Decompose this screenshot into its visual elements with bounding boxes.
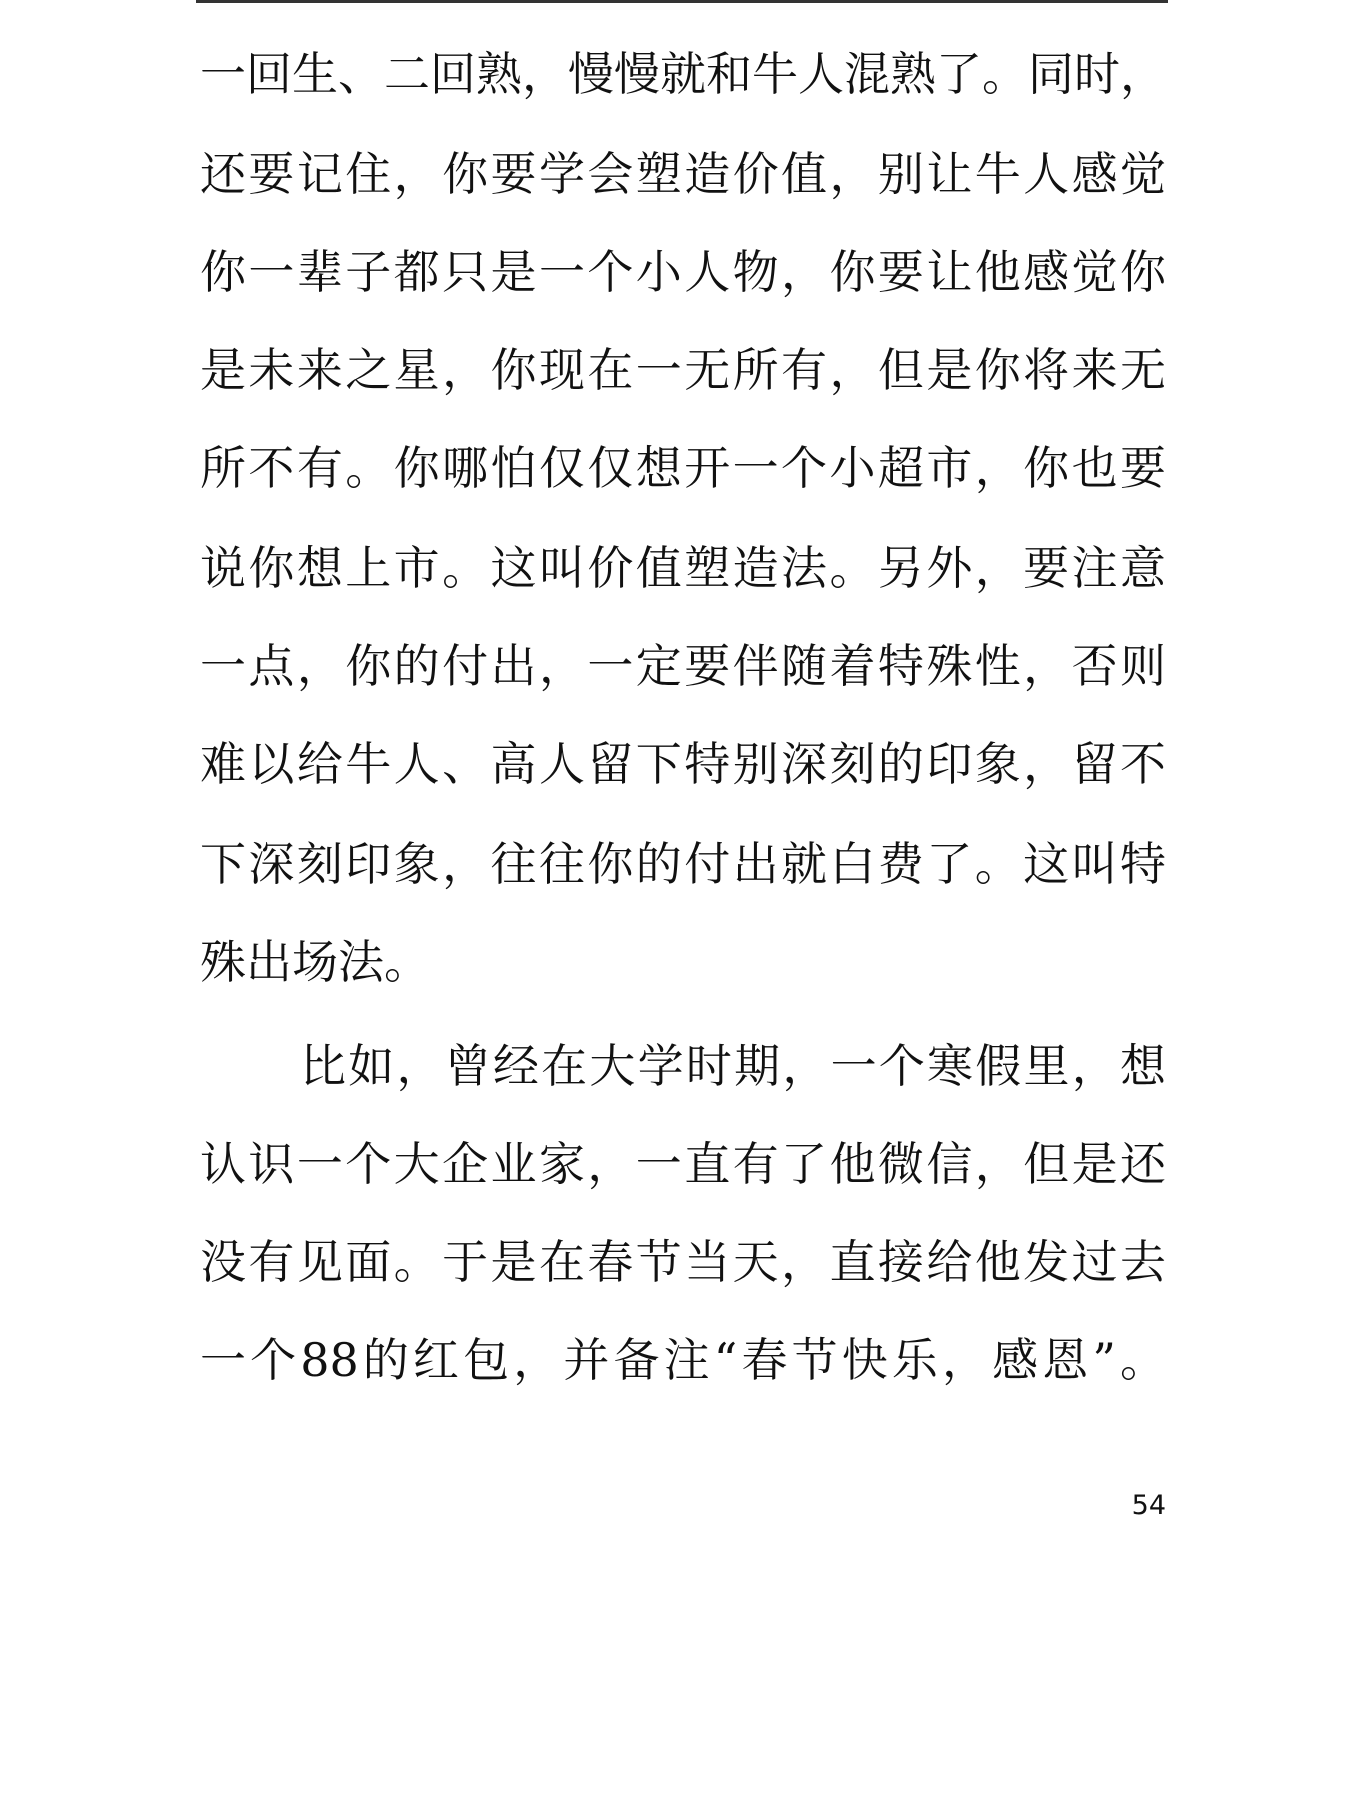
text-line-8: 难以给牛人、高人留下特别深刻的印象，留不 (200, 737, 1166, 791)
text-line-13: 没有见面。于是在春节当天，直接给他发过去 (200, 1235, 1166, 1289)
text-line-6: 说你想上市。这叫价值塑造法。另外，要注意 (200, 541, 1166, 595)
text-line-1: 一回生、二回熟，慢慢就和牛人混熟了。同时， (200, 47, 1166, 101)
top-rule (196, 0, 1168, 3)
text-line-4: 是未来之星，你现在一无所有，但是你将来无 (200, 343, 1166, 397)
text-line-9: 下深刻印象，往往你的付出就白费了。这叫特 (200, 837, 1166, 891)
text-line-12: 认识一个大企业家，一直有了他微信，但是还 (200, 1137, 1166, 1191)
text-line-2: 还要记住，你要学会塑造价值，别让牛人感觉 (200, 147, 1166, 201)
text-line-10: 殊出场法。 (200, 935, 430, 989)
text-line-3: 你一辈子都只是一个小人物，你要让他感觉你 (200, 245, 1166, 299)
text-line-14: 一个88的红包，并备注“春节快乐，感恩”。 (200, 1333, 1166, 1387)
text-line-5: 所不有。你哪怕仅仅想开一个小超市，你也要 (200, 441, 1166, 495)
page-number: 54 (1131, 1490, 1166, 1521)
text-line-11: 比如，曾经在大学时期，一个寒假里，想 (300, 1039, 1166, 1093)
text-line-7: 一点，你的付出，一定要伴随着特殊性，否则 (200, 639, 1166, 693)
